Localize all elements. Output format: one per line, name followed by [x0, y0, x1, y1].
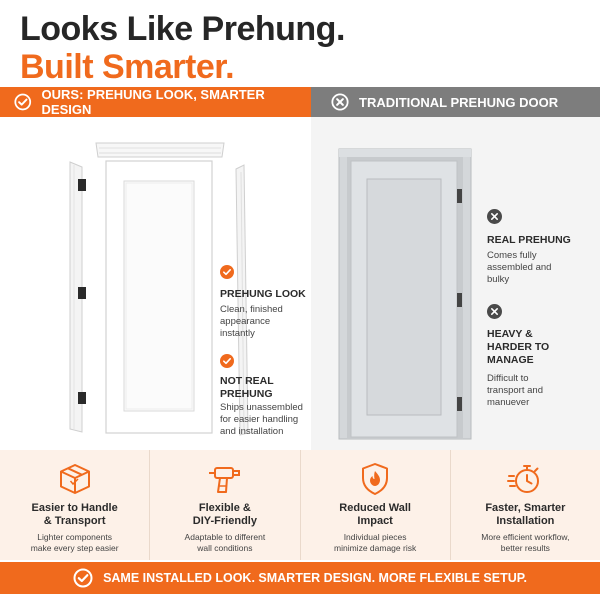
feature-body-line: minimize damage risk	[334, 543, 417, 553]
feature-body-line: Adaptable to different	[184, 532, 266, 542]
feature-flexible-diy	[149, 450, 299, 560]
note-prehung-look-body	[220, 304, 283, 340]
note-real-prehung-body	[487, 250, 551, 286]
feature-body-line: More efficient workflow,	[481, 532, 570, 542]
feature-body-line: wall conditions	[197, 543, 253, 553]
hinge	[457, 397, 462, 411]
footer-text: SAME INSTALLED LOOK. SMARTER DESIGN. MORE FLEXIBLE SETUP.	[103, 571, 527, 585]
traditional-panel	[311, 117, 600, 450]
feature-body-line: make every step easier	[30, 543, 119, 553]
note-line: instantly	[220, 328, 255, 339]
check-circle-icon	[14, 93, 32, 111]
feature-band	[0, 450, 600, 560]
note-prehung-look-title: PREHUNG LOOK	[220, 288, 306, 300]
note-title-line: NOT REAL	[220, 375, 274, 387]
traditional-header-label: TRADITIONAL PREHUNG DOOR	[359, 94, 559, 110]
note-line: assembled and	[487, 262, 552, 273]
feature-title-line: Easier to Handle	[31, 502, 118, 514]
feature-body	[451, 532, 600, 554]
x-badge-icon	[487, 304, 502, 319]
note-not-real-prehung-body	[220, 402, 303, 438]
shield-icon	[357, 462, 393, 496]
traditional-header-bar	[311, 87, 600, 117]
note-line: Comes fully	[487, 250, 537, 261]
note-line: Difficult to	[487, 373, 529, 384]
feature-easier-to-handle	[0, 450, 149, 560]
feature-faster-installation	[450, 450, 600, 560]
drill-icon	[207, 462, 243, 496]
prehung-door-image	[311, 117, 600, 450]
feature-title-line: Flexible &	[198, 502, 251, 514]
ours-header-bar	[0, 87, 311, 117]
note-line: and installation	[220, 426, 284, 437]
feature-title	[451, 502, 600, 528]
feature-title-line: Faster, Smarter	[485, 502, 566, 514]
feature-title-line: DIY-Friendly	[192, 515, 257, 527]
note-line: appearance	[220, 316, 271, 327]
headline-line-1: Looks Like Prehung.	[20, 10, 345, 48]
feature-body-line: Individual pieces	[343, 532, 407, 542]
x-circle-icon	[331, 93, 349, 111]
feature-title-line: & Transport	[43, 515, 106, 527]
note-title-line: MANAGE	[487, 354, 534, 366]
footer-banner	[0, 562, 600, 594]
feature-title	[0, 502, 149, 528]
left-jamb-piece	[70, 162, 86, 432]
note-not-real-prehung-title	[220, 375, 274, 401]
note-line: Clean, finished	[220, 304, 283, 315]
hinge	[457, 189, 462, 203]
feature-reduced-wall-impact	[300, 450, 450, 560]
note-line: manuever	[487, 397, 530, 408]
note-line: transport and	[487, 385, 543, 396]
x-badge-icon	[487, 209, 502, 224]
note-title-line: HARDER TO	[487, 341, 550, 353]
note-title-line: HEAVY &	[487, 328, 533, 340]
headline-line-2: Built Smarter.	[20, 48, 235, 86]
feature-body-line: better results	[500, 543, 550, 553]
note-heavy-body	[487, 373, 543, 409]
door-slab	[351, 161, 457, 437]
stopwatch-icon	[507, 462, 543, 496]
ours-panel	[0, 117, 311, 450]
feature-body	[301, 532, 450, 554]
headline	[20, 10, 345, 86]
box-icon	[57, 462, 93, 496]
feature-title	[301, 502, 450, 528]
feature-body	[0, 532, 149, 554]
hinge	[457, 293, 462, 307]
note-line: for easier handling	[220, 414, 299, 425]
feature-title-line: Impact	[357, 515, 393, 527]
note-line: Ships unassembled	[220, 402, 303, 413]
feature-body	[150, 532, 299, 554]
feature-body-line: Lighter components	[37, 532, 112, 542]
feature-title-line: Reduced Wall	[339, 502, 411, 514]
ours-header-label: OURS: PREHUNG LOOK, SMARTER DESIGN	[41, 87, 265, 117]
door-slab	[106, 161, 212, 433]
feature-title-line: Installation	[496, 515, 555, 527]
check-badge-icon	[220, 265, 234, 279]
note-heavy-title	[487, 328, 549, 367]
note-title-line: PREHUNG	[220, 388, 273, 400]
head-casing-piece	[96, 143, 224, 157]
feature-title	[150, 502, 299, 528]
note-real-prehung-title: REAL PREHUNG	[487, 234, 571, 246]
check-circle-icon	[73, 568, 93, 588]
check-badge-icon	[220, 354, 234, 368]
note-line: bulky	[487, 274, 510, 285]
